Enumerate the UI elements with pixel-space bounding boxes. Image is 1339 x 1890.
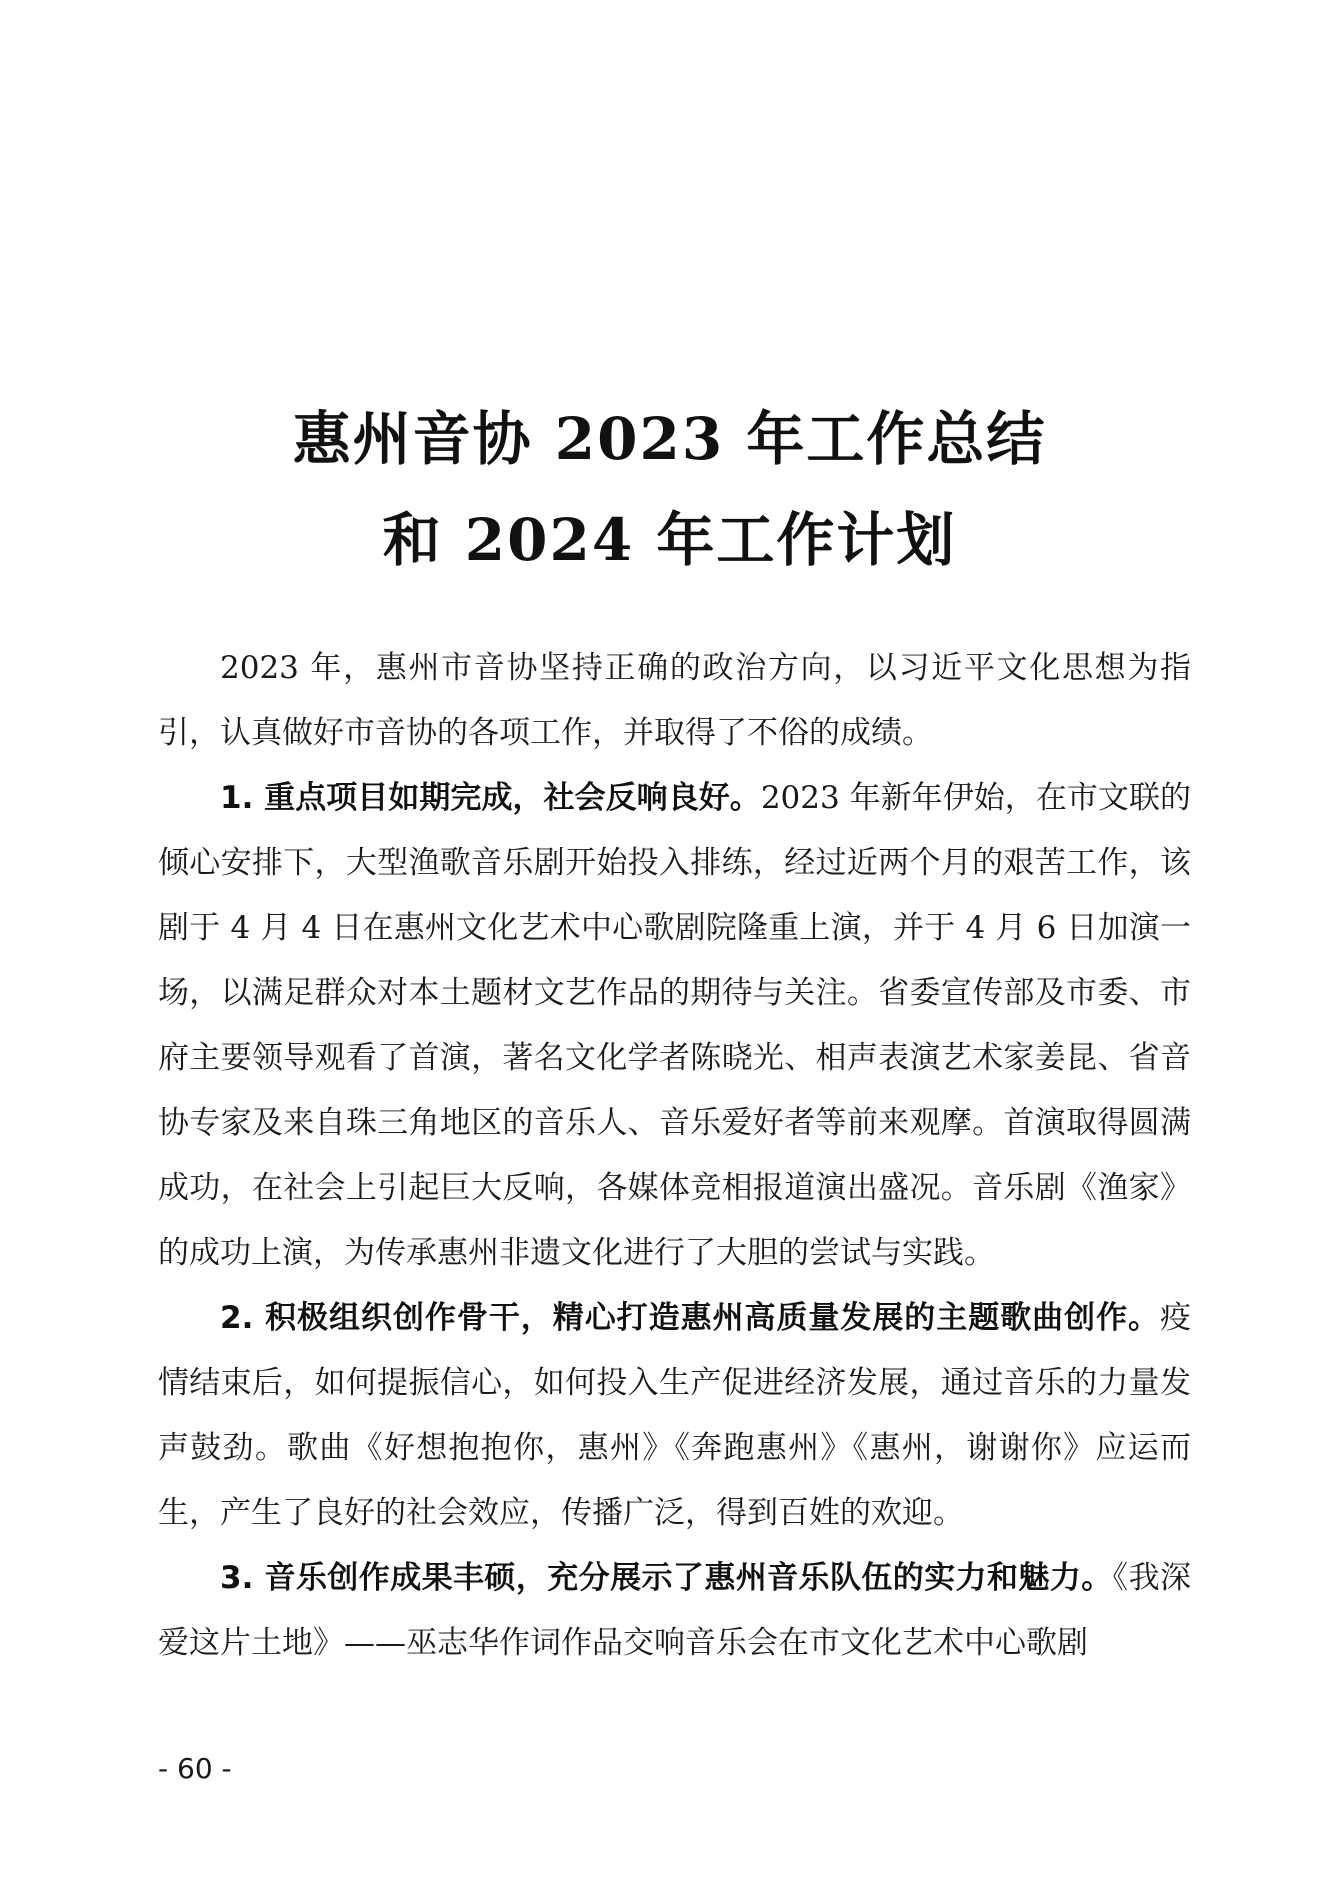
paragraph-text: 2023 年，惠州市音协坚持正确的政治方向，以习近平文化思想为指引，认真做好市音协的各项工作，并取得了不俗的成绩。 xyxy=(158,650,1191,751)
paragraph-item-3 xyxy=(158,1546,1191,1676)
paragraph-lead: 2. 积极组织创作骨干，精心打造惠州高质量发展的主题歌曲创作。 xyxy=(220,1300,1160,1336)
page-title-line-1: 惠州音协 2023 年工作总结 xyxy=(292,405,1047,473)
page-number: - 60 - xyxy=(158,1752,232,1785)
paragraph-text: 疫情结束后，如何提振信心，如何投入生产促进经济发展，通过音乐的力量发声鼓劲。歌曲《好想抱抱你，惠州》《奔跑惠州》《惠州，谢谢你》应运而生，产生了良好的社会效应，传播广泛，得到百姓的欢迎。 xyxy=(158,1300,1191,1531)
paragraph-lead: 1. 重点项目如期完成，社会反响良好。 xyxy=(220,780,761,816)
paragraph-intro xyxy=(158,636,1191,766)
page-title-line-2: 和 2024 年工作计划 xyxy=(382,506,957,574)
document-body xyxy=(158,636,1191,1676)
paragraph-item-2 xyxy=(158,1286,1191,1546)
paragraph-text: 2023 年新年伊始，在市文联的倾心安排下，大型渔歌音乐剧开始投入排练，经过近两个月的艰苦工作，该剧于 4 月 4 日在惠州文化艺术中心歌剧院隆重上演，并于 4 月 6 日加演一场，以满足群众对本土题材文艺作品的期待与关注。省委宣传部及市委、市府主要领导观看了首演，著名文化学者陈晓光、相声表演艺术家姜昆、省音协专家及来自珠三角地区的音乐人、音乐爱好者等前来观摩。首演取得圆满成功，在社会上引起巨大反响，各媒体竞相报道演出盛况。音乐剧《渔家》的成功上演，为传承惠州非遗文化进行了大胆的尝试与实践。 xyxy=(158,780,1191,1271)
paragraph-lead: 3. 音乐创作成果丰硕，充分展示了惠州音乐队伍的实力和魅力。 xyxy=(220,1560,1113,1596)
paragraph-item-1 xyxy=(158,766,1191,1286)
paragraph-text: 《我深爱这片土地》——巫志华作词作品交响音乐会在市文化艺术中心歌剧 xyxy=(158,1560,1191,1661)
